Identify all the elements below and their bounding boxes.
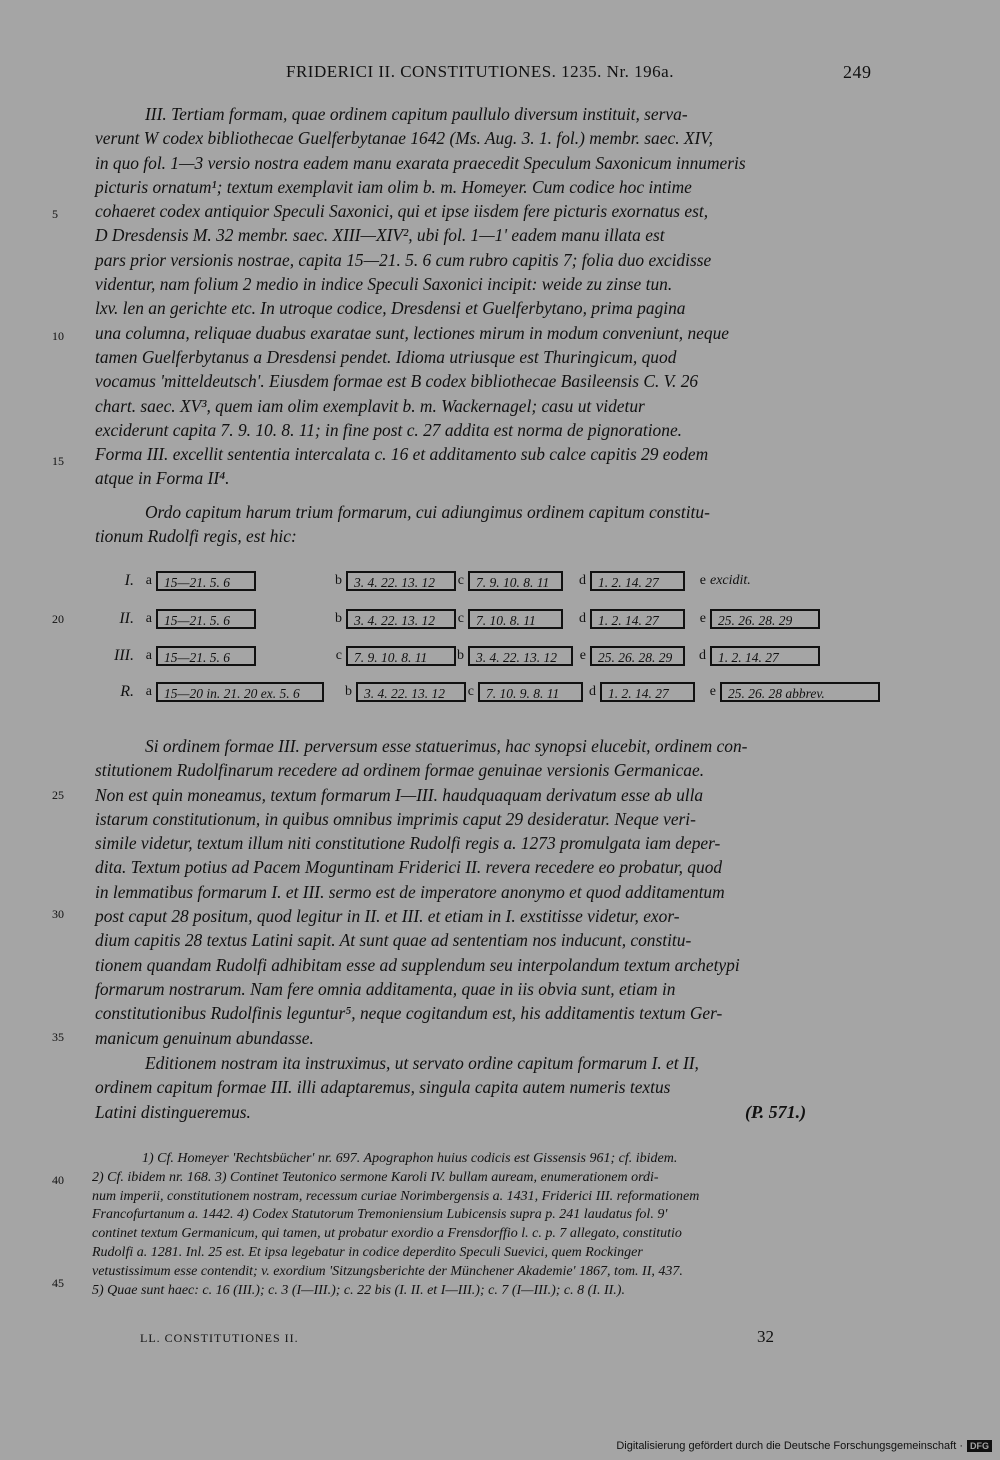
chapter-sequence-box: 15—20 in. 21. 20 ex. 5. 6 [156, 682, 324, 702]
group-letter: c [457, 573, 464, 588]
margin-line-number: 5 [52, 207, 58, 221]
group-letter: e [709, 684, 716, 699]
group-letter: a [145, 648, 152, 663]
margin-line-number: 10 [52, 329, 64, 343]
chapter-sequence-box: 7. 10. 8. 11 [468, 609, 563, 629]
chapter-sequence-box: 15—21. 5. 6 [156, 609, 256, 629]
chapter-group-cell [692, 608, 820, 630]
text-line: simile videtur, textum illum niti constitutione Rudolfi regis a. 1273 promulgata iam deper- [95, 833, 721, 854]
text-line: in quo fol. 1—3 versio nostra eadem manu exarata praecedit Speculum Saxonicum innumeris [95, 152, 746, 173]
text-line: tamen Guelferbytanus a Dresdensi pendet. Idioma utriusque est Thuringicum, quod [95, 346, 677, 367]
chapter-sequence-box: 25. 26. 28. 29 [590, 646, 685, 666]
footer-series-title: LL. CONSTITUTIONES II. [140, 1331, 299, 1345]
chapter-sequence-box: 3. 4. 22. 13. 12 [346, 609, 456, 629]
footnote-line: Rudolfi a. 1281. Inl. 25 est. Et ipsa legebatur in codice deperdito Speculi Suevici, quem Rockinger [92, 1244, 643, 1260]
text-line: manicum genuinum abundasse. [95, 1027, 314, 1048]
chapter-group-cell [328, 608, 456, 630]
group-letter: e [699, 573, 706, 588]
chapter-group-cell [572, 570, 685, 592]
chapter-sequence-box: 1. 2. 14. 27 [710, 646, 820, 666]
group-letter: b [335, 611, 342, 626]
text-line: picturis ornatum¹; textum exemplavit iam olim b. m. Homeyer. Cum codice hoc intime [95, 176, 692, 197]
text-line: Latini distingueremus. [95, 1101, 251, 1122]
group-letter: e [699, 611, 706, 626]
text-line: post caput 28 positum, quod legitur in II. et III. et etiam in I. exstitisse videtur, exor- [95, 906, 680, 927]
text-line: III. Tertiam formam, quae ordinem capitum paullulo diversum instituit, serva- [145, 104, 688, 124]
group-letter: b [335, 573, 342, 588]
text-line: ordinem capitum formae III. illi adaptaremus, singula capita autem numeris textus [95, 1077, 671, 1098]
text-line: stitutionem Rudolfinarum recedere ad ordinem formae genuinae versionis Germanicae. [95, 760, 705, 781]
group-letter: d [699, 648, 706, 663]
text-line: in lemmatibus formarum I. et III. sermo est de imperatore anonymo et quod additamentum [95, 881, 725, 902]
text-line: vocamus 'mitteldeutsch'. Eiusdem formae est B codex bibliothecae Basileensis C. V. 26 [95, 371, 699, 392]
chapter-group-cell [138, 681, 324, 703]
paragraph-3 [95, 734, 875, 1050]
text-line: cohaeret codex antiquior Speculi Saxonici, qui et ipse iisdem fere picturis exornatus est, [95, 201, 709, 222]
chapter-sequence-box: 7. 10. 9. 8. 11 [478, 682, 583, 702]
chapter-group-cell [572, 608, 685, 630]
chapter-group-cell [692, 645, 820, 667]
text-line: Si ordinem formae III. perversum esse statuerimus, hac synopsi elucebit, ordinem con- [145, 736, 748, 756]
chapter-group-cell [338, 681, 466, 703]
text-line: una columna, reliquae duabus exaratae sunt, lectiones mirum in modum conveniunt, neque [95, 322, 730, 343]
chapter-group-cell [692, 570, 751, 592]
chapter-group-cell [572, 645, 685, 667]
group-letter: d [579, 611, 586, 626]
margin-line-number: 25 [52, 788, 64, 802]
text-line: istarum constitutionum, in quibus omnibus imprimis caput 29 desideratur. Neque veri- [95, 808, 696, 829]
digitization-credit [616, 1440, 992, 1452]
margin-line-number: 15 [52, 454, 64, 468]
chapter-group-cell [138, 608, 256, 630]
text-line: tionem quandam Rudolfi adhibitam esse ad supplendum seu interpolandum textum archetypi [95, 954, 740, 975]
footnotes [92, 1150, 872, 1300]
text-line: formarum nostrarum. Nam fere omnia additamenta, quae in iis obvia sunt, etiam in [95, 978, 676, 999]
form-label: III. [114, 647, 134, 664]
text-line: dium capitis 28 textus Latini sapit. At sunt quae ad sententiam nos inducunt, constitu- [95, 930, 692, 951]
text-line: atque in Forma II⁴. [95, 468, 230, 489]
text-line: constitutionibus Rudolfinis leguntur⁵, neque cogitandum est, his additamentis textum Ger- [95, 1003, 723, 1024]
text-line: D Dresdensis M. 32 membr. saec. XIII—XIV², ubi fol. 1—1' eadem manu illata est [95, 225, 665, 246]
footnote-line: 1) Cf. Homeyer 'Rechtsbücher' nr. 697. Apographon huius codicis est Gissensis 961; cf. ibidem. [142, 1151, 678, 1166]
group-letter: a [145, 611, 152, 626]
chapter-sequence-box: 1. 2. 14. 27 [600, 682, 695, 702]
margin-line-number: 35 [52, 1030, 64, 1044]
text-line: Forma III. excellit sententia intercalata c. 16 et additamento sub calce capitis 29 eodem [95, 444, 709, 465]
chapter-group-cell [450, 570, 563, 592]
chapter-group-cell [328, 645, 456, 667]
chapter-group-cell [328, 570, 456, 592]
form-label: R. [120, 683, 134, 700]
group-letter: d [579, 573, 586, 588]
chapter-sequence-box: 1. 2. 14. 27 [590, 609, 685, 629]
text-line: Non est quin moneamus, textum formarum I—III. haudquaquam derivatum esse ab ulla [95, 784, 704, 805]
text-line: Editionem nostram ita instruximus, ut servato ordine capitum formarum I. et II, [145, 1053, 699, 1073]
group-letter: b [457, 648, 464, 663]
page-number: 249 [843, 62, 872, 82]
chapter-sequence-box: 15—21. 5. 6 [156, 571, 256, 591]
page-reference: (P. 571.) [745, 1102, 807, 1122]
chapter-sequence-box: 3. 4. 22. 13. 12 [468, 646, 573, 666]
text-line: chart. saec. XV³, quem iam olim exemplavit b. m. Wackernagel; casu ut videtur [95, 395, 645, 416]
running-header-title: FRIDERICI II. CONSTITUTIONES. 1235. Nr. 196a. [286, 62, 674, 81]
chapter-sequence-box: 25. 26. 28 abbrev. [720, 682, 880, 702]
group-letter: b [345, 684, 352, 699]
paragraph-2 [95, 500, 875, 549]
chapter-sequence-box: 3. 4. 22. 13. 12 [356, 682, 466, 702]
footnote-line: vetustissimum esse contendit; v. exordium 'Sitzungsberichte der Münchener Akademie' 1867, tom. II, 437. [92, 1263, 683, 1279]
chapter-group-cell [582, 681, 695, 703]
credit-text: Digitalisierung gefördert durch die Deutsche Forschungsgemeinschaft · [616, 1440, 963, 1452]
footnote-line: 2) Cf. ibidem nr. 168. 3) Continet Teutonico sermone Karoli IV. bullam auream, enumerationem ordi- [92, 1169, 659, 1185]
text-line: exciderunt capita 7. 9. 10. 8. 11; in fine post c. 27 addita est norma de pignoratione. [95, 419, 683, 440]
group-letter: d [589, 684, 596, 699]
chapter-sequence-box: 25. 26. 28. 29 [710, 609, 820, 629]
chapter-sequence-box: 15—21. 5. 6 [156, 646, 256, 666]
form-label: II. [119, 610, 134, 627]
text-line: lxv. len an gerichte etc. In utroque codice, Dresdensi et Guelferbytano, prima pagina [95, 298, 686, 319]
group-letter: e [579, 648, 586, 663]
group-letter: c [335, 648, 342, 663]
text-line: tionum Rudolfi regis, est hic: [95, 526, 297, 547]
chapter-group-cell [450, 645, 573, 667]
text-line: pars prior versionis nostrae, capita 15—21. 5. 6 cum rubro capitis 7; folia duo excidisse [95, 249, 712, 270]
margin-line-number: 30 [52, 907, 64, 921]
footnote-line: Francofurtanum a. 1442. 4) Codex Statutorum Tremoniensium Lubicensis supra p. 241 laudatus fol. 9' [92, 1207, 668, 1223]
dfg-logo: DFG [967, 1440, 992, 1452]
group-note: excidit. [710, 573, 751, 588]
text-line: Ordo capitum harum trium formarum, cui adiungimus ordinem capitum constitu- [145, 502, 710, 522]
chapter-group-cell [460, 681, 583, 703]
text-line: dita. Textum potius ad Pacem Moguntinam Friderici II. revera recedere eo probatur, quod [95, 857, 723, 878]
footnote-line: 5) Quae sunt haec: c. 16 (III.); c. 3 (I—III.); c. 22 bis (I. II. et I—III.); c. 7 (I—III.); c. 8 (I. II.). [92, 1282, 625, 1298]
form-label: I. [124, 572, 134, 589]
text-line: videntur, nam folium 2 medio in indice Speculi Saxonici incipit: weide zu zinse tun. [95, 274, 673, 295]
chapter-group-cell [450, 608, 563, 630]
margin-line-number: 20 [52, 612, 64, 626]
chapter-group-cell [138, 645, 256, 667]
chapter-group-cell [702, 681, 880, 703]
footer-signature-number: 32 [757, 1327, 774, 1346]
chapter-sequence-box: 1. 2. 14. 27 [590, 571, 685, 591]
paragraph-1 [95, 102, 875, 491]
group-letter: a [145, 573, 152, 588]
chapter-sequence-box: 3. 4. 22. 13. 12 [346, 571, 456, 591]
footnote-line: continet textum Germanicum, qui tamen, ut probatur exordio a Frensdorffio l. c. p. 7 allegato, constitutio [92, 1226, 682, 1242]
text-line: verunt W codex bibliothecae Guelferbytanae 1642 (Ms. Aug. 3. 1. fol.) membr. saec. XIV, [95, 128, 714, 149]
margin-line-number: 40 [52, 1173, 64, 1187]
chapter-sequence-box: 7. 9. 10. 8. 11 [468, 571, 563, 591]
chapter-sequence-box: 7. 9. 10. 8. 11 [346, 646, 456, 666]
footnote-line: num imperii, constitutionem nostram, recessum curiae Norimbergensis a. 1431, Friderici III. reformationem [92, 1188, 700, 1204]
group-letter: c [467, 684, 474, 699]
margin-line-number: 45 [52, 1276, 64, 1290]
group-letter: a [145, 684, 152, 699]
group-letter: c [457, 611, 464, 626]
chapter-group-cell [138, 570, 256, 592]
